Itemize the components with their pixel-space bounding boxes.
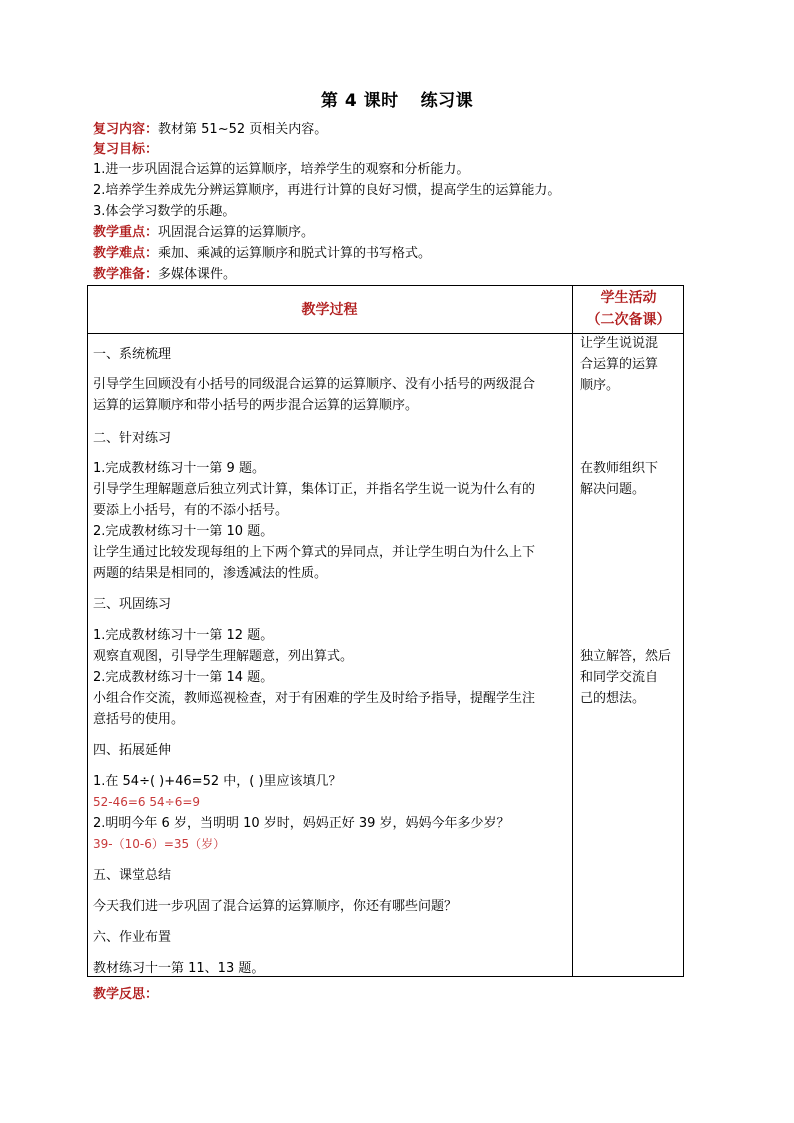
section-5-line: 今天我们进一步巩固了混合运算的运算顺序，你还有哪些问题？ <box>93 899 458 914</box>
section-6-title: 六、作业布置 <box>93 930 172 945</box>
student-activity-2: 在教师组织下 解决问题。 <box>580 461 659 497</box>
section-3-line: 意括号的使用。 <box>93 712 185 727</box>
section-4-answer: 39-（10-6）=35（岁） <box>93 837 226 851</box>
goal-1: 1.进一步巩固混合运算的运算顺序，培养学生的观察和分析能力。 <box>93 162 470 177</box>
student-activity-1: 让学生说说混 合运算的运算 顺序。 <box>580 336 659 393</box>
section-2-line: 让学生通过比较发现每组的上下两个算式的异同点，并让学生明白为什么上下 <box>93 545 536 560</box>
lesson-number: 第 4 课时 <box>320 91 399 111</box>
section-4-question: 1.在 54÷( )+46=52 中，( )里应该填几？ <box>93 774 342 789</box>
section-3-line: 2.完成教材练习十一第 14 题。 <box>93 670 274 685</box>
goal-3: 3.体会学习数学的乐趣。 <box>93 204 236 219</box>
section-3-line: 1.完成教材练习十一第 12 题。 <box>93 628 274 643</box>
teaching-preparation: 教学准备：多媒体课件。 <box>93 267 237 282</box>
section-1-title: 一、系统梳理 <box>93 347 172 362</box>
section-2-line: 引导学生理解题意后独立列式计算，集体订正，并指名学生说一说为什么有的 <box>93 482 536 497</box>
section-1-line: 引导学生回顾没有小括号的同级混合运算的运算顺序、没有小括号的两级混合 <box>93 377 536 392</box>
section-5-title: 五、课堂总结 <box>93 868 172 883</box>
page-title <box>0 86 794 111</box>
section-2-line: 1.完成教材练习十一第 9 题。 <box>93 461 265 476</box>
header-student-activity: 学生活动 （二次备课） <box>586 290 671 328</box>
teaching-difficulty: 教学难点：乘加、乘减的运算顺序和脱式计算的书写格式。 <box>93 246 432 261</box>
section-3-line: 小组合作交流，教师巡视检查，对于有困难的学生及时给予指导，提醒学生注 <box>93 691 536 706</box>
review-goals-label: 复习目标： <box>93 142 159 157</box>
section-2-title: 二、针对练习 <box>93 431 172 446</box>
header-teaching-process: 教学过程 <box>301 302 358 318</box>
section-4-title: 四、拓展延伸 <box>93 743 172 758</box>
section-2-line: 2.完成教材练习十一第 10 题。 <box>93 524 274 539</box>
section-1-line: 运算的运算顺序和带小括号的两步混合运算的运算顺序。 <box>93 398 419 413</box>
review-content: 复习内容：教材第 51~52 页相关内容。 <box>93 122 328 137</box>
section-2-line: 两题的结果是相同的，渗透减法的性质。 <box>93 566 328 581</box>
teaching-focus: 教学重点：巩固混合运算的运算顺序。 <box>93 225 315 240</box>
lesson-type: 练习课 <box>420 91 474 111</box>
goal-2: 2.培养学生养成先分辨运算顺序，再进行计算的良好习惯，提高学生的运算能力。 <box>93 183 561 198</box>
student-activity-3: 独立解答，然后 和同学交流自 己的想法。 <box>580 649 672 706</box>
section-4-question: 2.明明今年 6 岁，当明明 10 岁时，妈妈正好 39 岁，妈妈今年多少岁？ <box>93 816 510 831</box>
section-2-line: 要添上小括号，有的不添小括号。 <box>93 503 289 518</box>
teaching-reflection-label: 教学反思： <box>93 987 159 1002</box>
section-6-line: 教材练习十一第 11、13 题。 <box>93 961 265 976</box>
table-column-divider <box>572 285 573 977</box>
section-4-answer: 52-46=6 54÷6=9 <box>93 795 201 809</box>
section-3-title: 三、巩固练习 <box>93 597 172 612</box>
section-3-line: 观察直观图，引导学生理解题意，列出算式。 <box>93 649 354 664</box>
